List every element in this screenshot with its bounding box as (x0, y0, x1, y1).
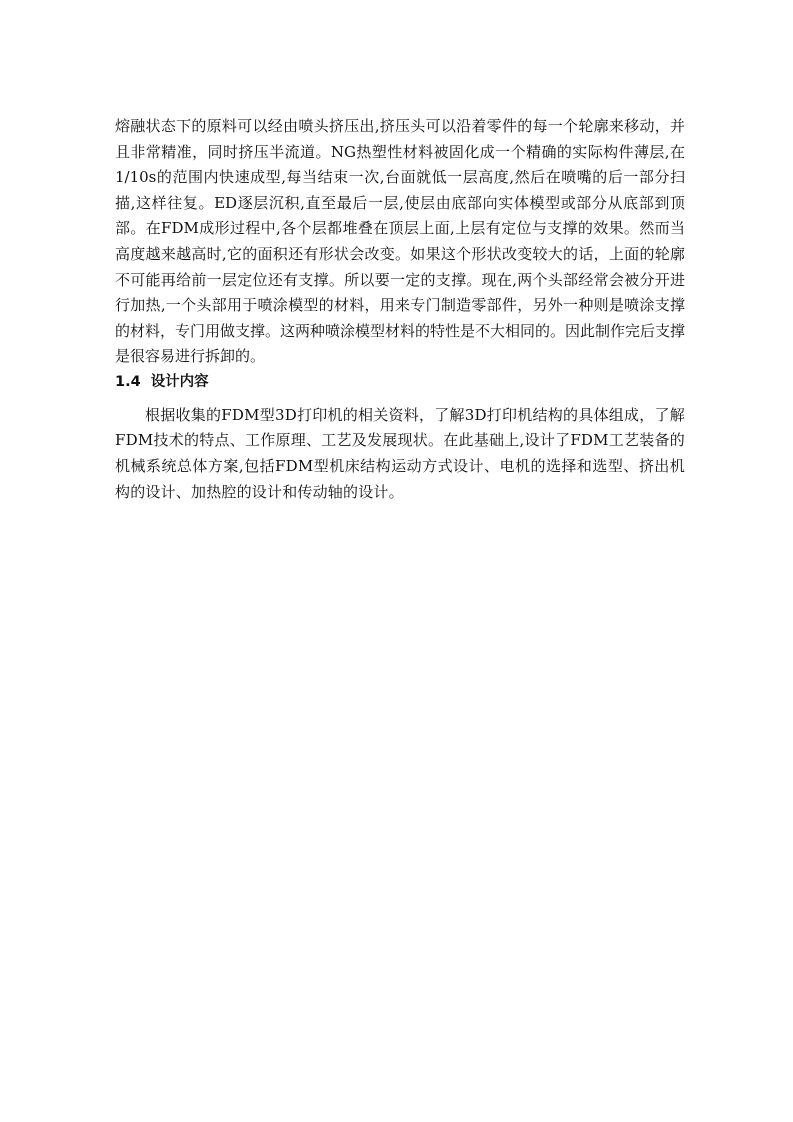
section-heading (115, 370, 685, 396)
body-paragraph: 根据收集的FDM型3D打印机的相关资料，了解3D打印机结构的具体组成，了解FDM技术的特点、工作原理、工艺及发展现状。在此基础上,设计了FDM工艺装备的机械系统总体方案,包括FDM型机床结构运动方式设计、电机的选择和选型、挤出机构的设计、加热腔的设计和传动轴的设计。 (115, 405, 685, 501)
document-body (115, 114, 685, 506)
section-number: 1.4 (115, 373, 141, 390)
body-paragraph: 熔融状态下的原料可以经由喷头挤压出,挤压头可以沿着零件的每一个轮廓来移动，并且非常精准，同时挤压半流道。NG热塑性材料被固化成一个精确的实际构件薄层,在1/10s的范围内快速成型,每当结束一次,台面就低一层高度,然后在喷嘴的后一部分扫描,这样往复。ED逐层沉积,直至最后一层,使层由底部向实体模型或部分从底部到顶部。在FDM成形过程中,各个层都堆叠在顶层上面,上层有定位与支撑的效果。然而当高度越来越高时,它的面积还有形状会改变。如果这个形状改变较大的话，上面的轮廓不可能再给前一层定位还有支撑。所以要一定的支撑。现在,两个头部经常会被分开进行加热,一个头部用于喷涂模型的材料，用来专门制造零部件，另外一种则是喷涂支撑的材料，专门用做支撑。这两种喷涂模型材料的特性是不大相同的。因此制作完后支撑是很容易进行拆卸的。 (115, 117, 686, 366)
section-title: 设计内容 (150, 373, 209, 390)
